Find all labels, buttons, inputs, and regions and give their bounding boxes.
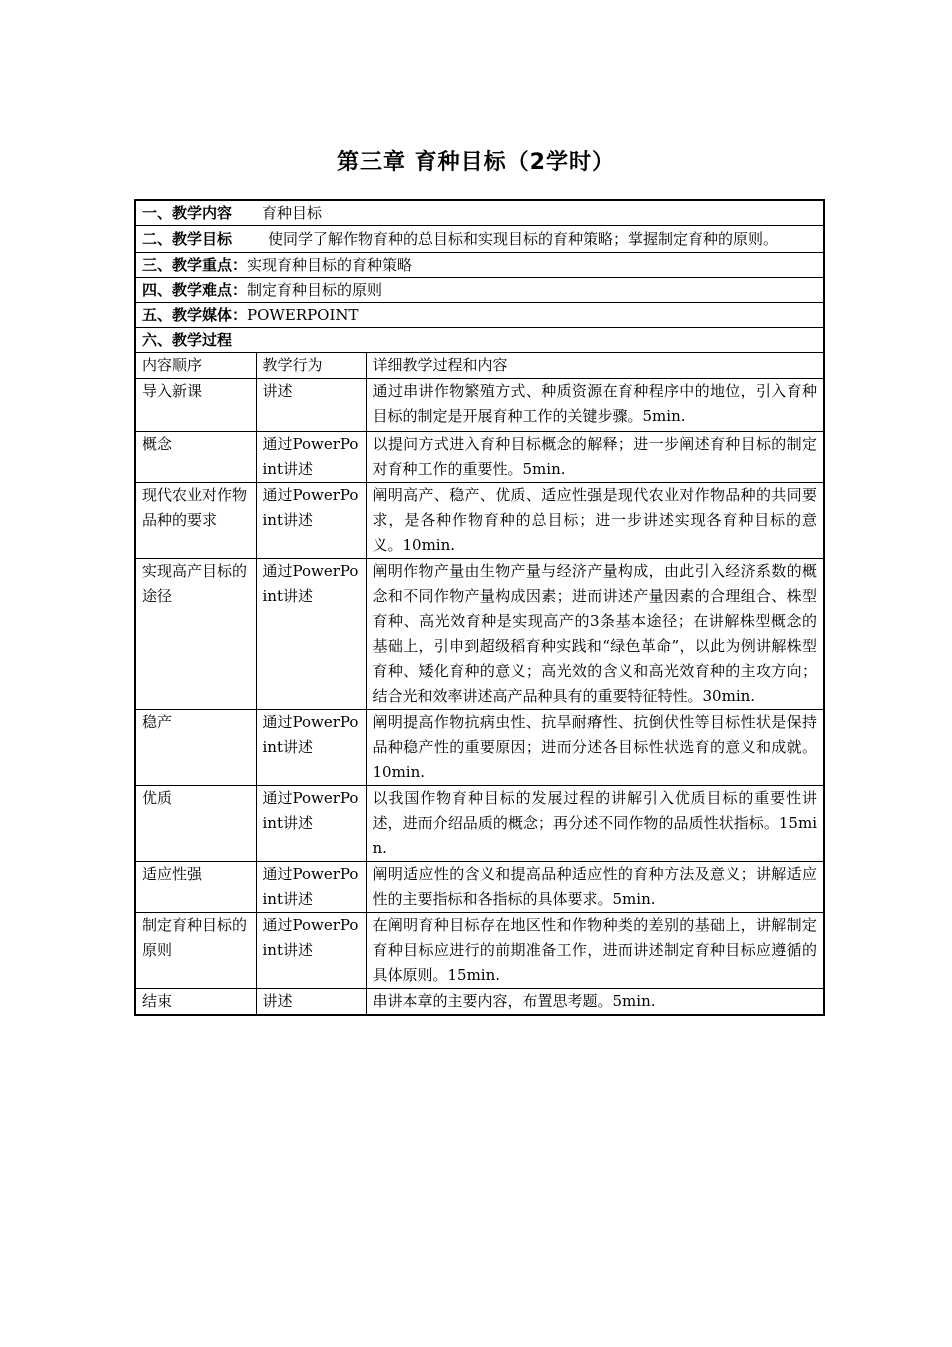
table-cell: 通过PowerPoint讲述 <box>256 432 366 483</box>
column-header: 教学行为 <box>256 353 366 379</box>
table-cell: 导入新课 <box>136 379 256 432</box>
label-key-points: 三、教学重点： <box>142 256 248 274</box>
row-media <box>136 303 823 328</box>
table-cell: 通过PowerPoint讲述 <box>256 862 366 913</box>
label-teaching-content: 一、教学内容 <box>142 204 233 222</box>
table-cell: 在阐明育种目标存在地区性和作物种类的差别的基础上，讲解制定育种目标应进行的前期准备工作，进而讲述制定育种目标应遵循的具体原则。15min. <box>366 913 823 989</box>
table-cell: 结束 <box>136 989 256 1015</box>
row-key-points <box>136 253 823 278</box>
table-cell: 优质 <box>136 786 256 862</box>
table-header-row <box>136 353 823 379</box>
table-row <box>136 862 823 913</box>
table-cell: 以我国作物育种目标的发展过程的讲解引入优质目标的重要性讲述，进而介绍品质的概念；再分述不同作物的品质性状指标。15min. <box>366 786 823 862</box>
table-cell: 讲述 <box>256 989 366 1015</box>
table-cell: 阐明作物产量由生物产量与经济产量构成，由此引入经济系数的概念和不同作物产量构成因素；进而讲述产量因素的合理组合、株型育种、高光效育种是实现高产的3条基本途径；在讲解株型概念的基础上，引申到超级稻育种实践和“绿色革命”，以此为例讲解株型育种、矮化育种的意义；高光效的含义和高光效育种的主攻方向；结合光和效率讲述高产品种具有的重要特征特性。30min. <box>366 559 823 710</box>
column-header: 详细教学过程和内容 <box>366 353 823 379</box>
page-title: 第三章 育种目标（2学时） <box>337 150 615 175</box>
value-difficulties: 制定育种目标的原则 <box>247 281 383 299</box>
table-cell: 阐明适应性的含义和提高品种适应性的育种方法及意义；讲解适应性的主要指标和各指标的具体要求。5min. <box>366 862 823 913</box>
table-cell: 阐明高产、稳产、优质、适应性强是现代农业对作物品种的共同要求，是各种作物育种的总目标；进一步讲述实现各育种目标的意义。10min. <box>366 483 823 559</box>
row-teaching-goal <box>136 226 823 253</box>
table-cell: 阐明提高作物抗病虫性、抗旱耐瘠性、抗倒伏性等目标性状是保持品种稳产性的重要原因；进而分述各目标性状选育的意义和成就。10min. <box>366 710 823 786</box>
table-cell: 通过PowerPoint讲述 <box>256 786 366 862</box>
label-process: 六、教学过程 <box>142 331 233 349</box>
table-cell: 讲述 <box>256 379 366 432</box>
table-cell: 串讲本章的主要内容，布置思考题。5min. <box>372 992 656 1010</box>
value-key-points: 实现育种目标的育种策略 <box>247 256 413 274</box>
row-process <box>136 328 823 353</box>
label-difficulties: 四、教学难点： <box>142 281 248 299</box>
column-header: 内容顺序 <box>136 353 256 379</box>
row-difficulties <box>136 278 823 303</box>
value-teaching-content: 育种目标 <box>262 204 323 222</box>
table-row <box>136 379 823 432</box>
table-row <box>136 432 823 483</box>
table-cell: 通过PowerPoint讲述 <box>256 710 366 786</box>
row-teaching-content <box>136 201 823 226</box>
table-cell: 通过PowerPoint讲述 <box>256 913 366 989</box>
table-row <box>136 559 823 710</box>
table-cell: 通过PowerPoint讲述 <box>256 559 366 710</box>
table-cell: 通过PowerPoint讲述 <box>256 483 366 559</box>
value-teaching-goal: 使同学了解作物育种的总目标和实现目标的育种策略；掌握制定育种的原则。 <box>268 230 779 248</box>
table-row <box>136 913 823 989</box>
table-cell: 以提问方式进入育种目标概念的解释；进一步阐述育种目标的制定对育种工作的重要性。5min. <box>366 432 823 483</box>
table-cell: 通过串讲作物繁殖方式、种质资源在育种程序中的地位，引入育种目标的制定是开展育种工作的关键步骤。5min. <box>366 379 823 432</box>
table-row <box>136 483 823 559</box>
table-row <box>136 989 823 1015</box>
label-teaching-goal: 二、教学目标 <box>142 230 233 248</box>
table-row <box>136 786 823 862</box>
lesson-plan-table <box>134 199 825 1016</box>
table-cell: 概念 <box>136 432 256 483</box>
table-cell: 实现高产目标的途径 <box>136 559 256 710</box>
table-cell: 制定育种目标的原则 <box>136 913 256 989</box>
table-cell: 现代农业对作物品种的要求 <box>136 483 256 559</box>
table-cell: 适应性强 <box>136 862 256 913</box>
table-row <box>136 710 823 786</box>
value-media: POWERPOINT <box>247 306 359 324</box>
label-media: 五、教学媒体： <box>142 306 248 324</box>
table-cell: 稳产 <box>136 710 256 786</box>
process-table <box>136 353 823 1014</box>
